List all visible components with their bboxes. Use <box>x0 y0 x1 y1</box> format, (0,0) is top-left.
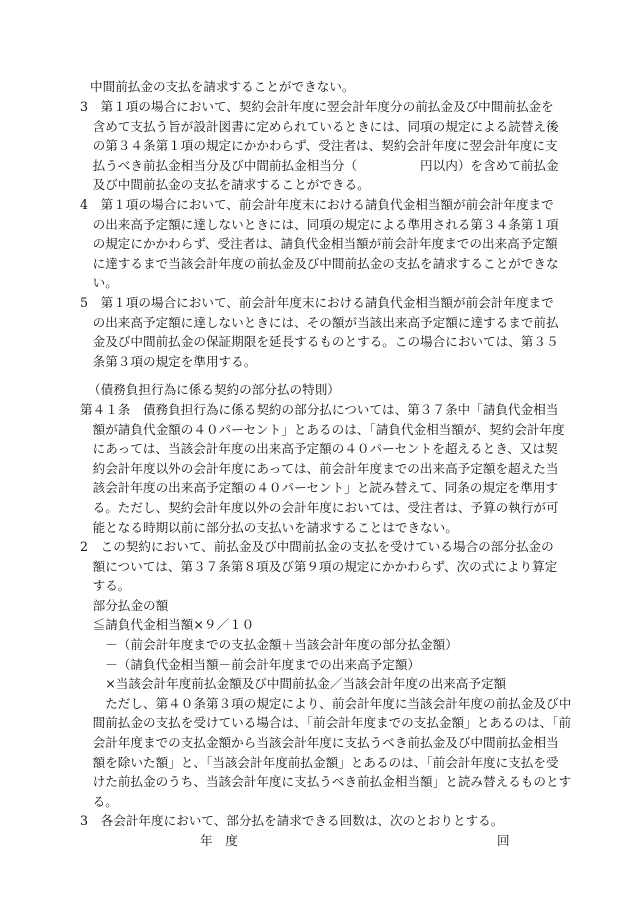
text-line: の規定にかかわらず、受注者は、請負代金相当額が前会計年度までの出来高予定額 <box>80 236 558 252</box>
formula-line: ≦請負代金相当額×９／１０ <box>80 617 255 633</box>
text-line: の出来高予定額に達しないときには、その額が当該出来高予定額に達するまで前払 <box>80 314 559 330</box>
text-line: 条第３項の規定を準用する。 <box>80 353 257 369</box>
table-header-year: 年 度 <box>200 833 238 848</box>
text-line: る。 <box>80 793 118 809</box>
paragraph-5 <box>80 293 559 371</box>
text-line: 払うべき前払金相当分及び中間前払金相当分（ 円以内）を含めて前払金 <box>80 157 559 173</box>
paragraph-3 <box>80 97 559 195</box>
text-line: 2 この契約において、前払金及び中間前払金の支払を受けている場合の部分払金の <box>80 539 554 554</box>
text-line: 約会計年度以外の会計年度にあっては、前会計年度までの出来高予定額を超えた当 <box>80 460 559 476</box>
paragraph-continuation <box>90 77 530 97</box>
text-line: 該会計年度の出来高予定額の４０パーセント」と読み替えて、同条の規定を準用す <box>80 480 559 496</box>
text-line: する。 <box>80 578 131 594</box>
article-heading: （債務負担行為に係る契約の部分払の特則） <box>88 382 340 397</box>
text-line: 4 第１項の場合において、前会計年度末における請負代金相当額が前会計年度まで <box>80 197 554 212</box>
text-line: 会計年度までの支払金額から当該会計年度に支払うべき前払金及び中間前払金相当 <box>80 734 559 750</box>
text-line: 含めて支払う旨が設計図書に定められているときには、同項の規定による読替え後 <box>80 118 559 134</box>
text-line: 金及び中間前払金の保証期限を延長するものとする。この場合においては、第３５ <box>80 334 559 350</box>
formula-label: 部分払金の額 <box>80 597 169 613</box>
text-line: る。ただし、契約会計年度以外の会計年度においては、受注者は、予算の執行が可 <box>80 499 559 515</box>
text-line: にあっては、当該会計年度の出来高予定額の４０パーセントを超えるとき、又は契 <box>80 441 558 457</box>
text-line: 及び中間前払金の支払を請求することができる。 <box>80 177 370 193</box>
text-line: 3 各会計年度において、部分払を請求できる回数は、次のとおりとする。 <box>80 813 504 828</box>
paragraph-4 <box>80 195 559 293</box>
text-line: 能となる時期以前に部分払の支払いを請求することはできない。 <box>80 519 458 535</box>
text-line: に達するまで当該会計年度の前払金及び中間前払金の支払を請求することができな <box>80 255 559 271</box>
text-line: 中間前払金の支払を請求することができない。 <box>90 79 355 94</box>
text-line: 間前払金の支払を受けている場合は、「前会計年度までの支払金額」とあるのは、「前 <box>80 715 572 731</box>
text-line: 5 第１項の場合において、前会計年度末における請負代金相当額が前会計年度まで <box>80 295 554 310</box>
text-line: の出来高予定額に達しないときには、同項の規定による準用される第３４条第１項 <box>80 216 559 232</box>
article-41 <box>80 400 565 537</box>
text-line: けた前払金のうち、当該会計年度に支払うべき前払金相当額」と読み替えるものとす <box>80 774 572 790</box>
text-line: 第４１条 債務負担行為に係る契約の部分払については、第３７条中「請負代金相当 <box>80 402 559 417</box>
article-41-paragraph-2 <box>80 537 572 811</box>
text-line: の第３４条第１項の規定にかかわらず、受注者は、契約会計年度に翌会計年度に支 <box>80 138 558 154</box>
text-line: 3 第１項の場合において、契約会計年度に翌会計年度分の前払金及び中間前払金を <box>80 99 554 114</box>
formula-line: ×当該会計年度前払金額及び中間前払金／当該会計年度の出来高予定額 <box>80 676 507 692</box>
text-line: ただし、第４０条第３項の規定により、前会計年度に当該会計年度の前払金及び中 <box>80 695 572 711</box>
text-line: 額については、第３７条第８項及び第９項の規定にかかわらず、次の式により算定 <box>80 558 558 574</box>
formula-line: －（前会計年度までの支払金額＋当該会計年度の部分払金額） <box>80 636 458 652</box>
formula-line: －（請負代金相当額－前会計年度までの出来高予定額） <box>80 656 421 672</box>
text-line: 額を除いた額」と、「当該会計年度前払金額」とあるのは、「前会計年度に支払を受 <box>80 754 559 770</box>
text-line: 額が請負代金額の４０パーセント」とあるのは、「請負代金相当額が、契約会計年度 <box>80 421 565 437</box>
table-header-count: 回 <box>497 833 510 848</box>
text-line: い。 <box>80 275 118 291</box>
article-41-paragraph-3 <box>80 811 540 831</box>
